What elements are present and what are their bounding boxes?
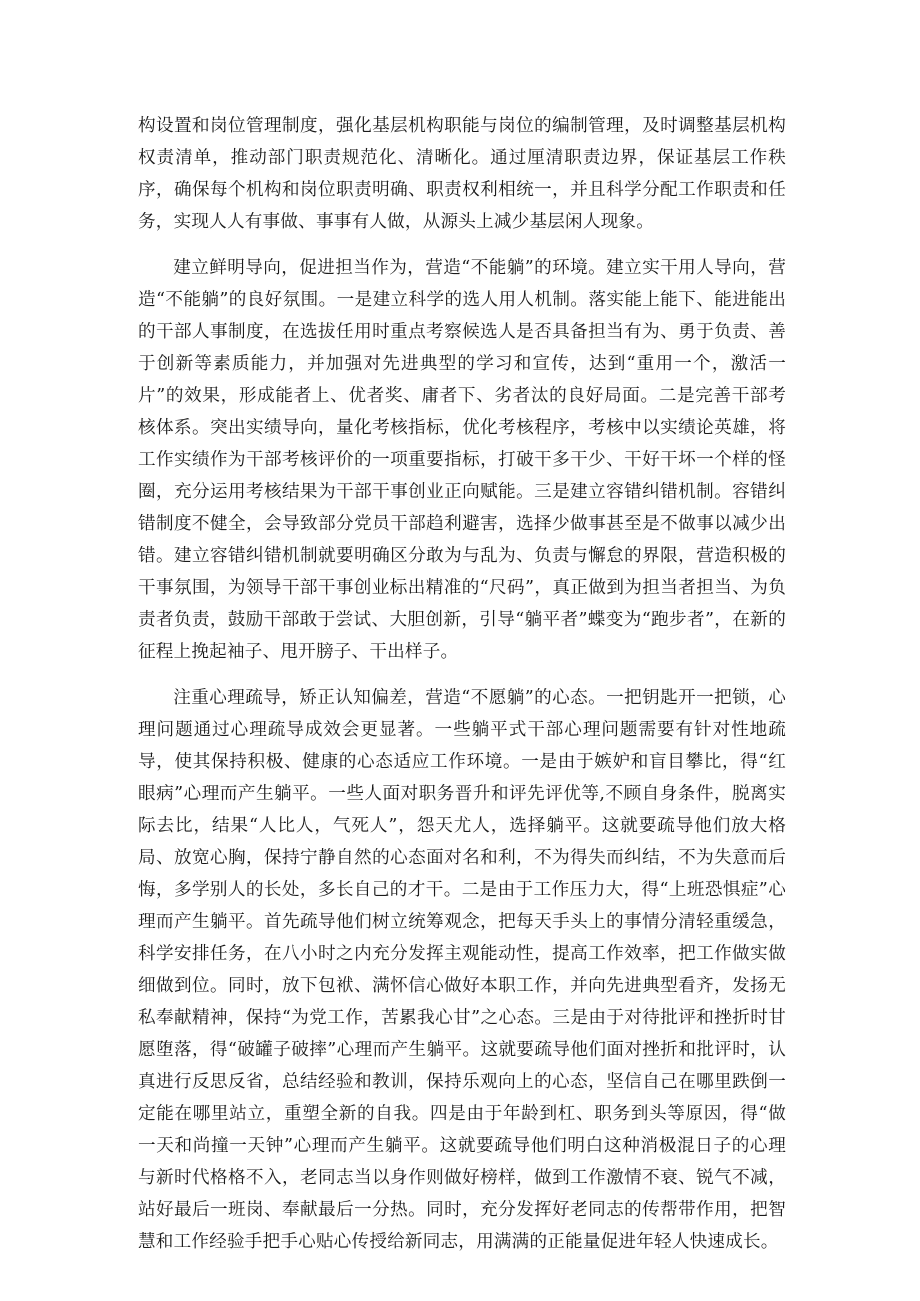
paragraph-psychological-guidance: 注重心理疏导，矫正认知偏差，营造“不愿躺”的心态。一把钥匙开一把锁，心理问题通过心理疏导成效会更显著。一些躺平式干部心理问题需要有针对性地疏导，使其保持积极、健康的心态适应工作环境。一是由于嫉妒和盲目攀比，得“红眼病”心理而产生躺平。一些人面对职务晋升和评先评优等,不顾自身条件，脱离实际去比，结果“人比人，气死人”，怨天尤人，选择躺平。这就要疏导他们放大格局、放宽心胸，保持宁静自然的心态面对名和利，不为得失而纠结，不为失意而后悔，多学别人的长处，多长自己的才干。二是由于工作压力大，得“上班恐惧症”心理而产生躺平。首先疏导他们树立统筹观念，把每天手头上的事情分清轻重缓急，科学安排任务，在八小时之内充分发挥主观能动性，提高工作效率，把工作做实做细做到位。同时，放下包袱、满怀信心做好本职工作，并向先进典型看齐，发扬无私奉献精神，保持“为党工作，苦累我心甘”之心态。三是由于对待批评和挫折时甘愿堕落，得“破罐子破摔”心理而产生躺平。这就要疏导他们面对挫折和批评时，认真进行反思反省，总结经验和教训，保持乐观向上的心态，坚信自己在哪里跌倒一定能在哪里站立，重塑全新的自我。四是由于年龄到杠、职务到头等原因，得“做一天和尚撞一天钟”心理而产生躺平。这就要疏导他们明白这种消极混日子的心理与新时代格格不入，老同志当以身作则做好榜样，做到工作激情不衰、锐气不减，站好最后一班岗、奉献最后一分热。同时，充分发挥好老同志的传帮带作用，把智慧和工作经验手把手心贴心传授给新同志，用满满的正能量促进年轻人快速成长。	[138, 688, 786, 1252]
paragraph-clear-orientation: 建立鲜明导向，促进担当作为，营造“不能躺”的环境。建立实干用人导向，营造“不能躺”的良好氛围。一是建立科学的选人用人机制。落实能上能下、能进能出的干部人事制度，在选拔任用时重点考察候选人是否具备担当有为、勇于负责、善于创新等素质能力，并加强对先进典型的学习和宣传，达到“重用一个，激活一片”的效果，形成能者上、优者奖、庸者下、劣者汰的良好局面。二是完善干部考核体系。突出实绩导向，量化考核指标，优化考核程序，考核中以实绩论英雄，将工作实绩作为干部考核评价的一项重要指标，打破干多干少、干好干坏一个样的怪圈，充分运用考核结果为干部干事创业正向赋能。三是建立容错纠错机制。容错纠错制度不健全，会导致部分党员干部趋利避害，选择少做事甚至是不做事以减少出错。建立容错纠错机制就要明确区分敢为与乱为、负责与懈怠的界限，营造积极的干事氛围，为领导干部干事创业标出精准的“尺码”，真正做到为担当者担当、为负责者负责，鼓励干部敢于尝试、大胆创新，引导“躺平者”蝶变为“跑步者”，在新的征程上挽起袖子、甩开膀子、干出样子。	[138, 258, 786, 662]
paragraph-continued-institution-setup: 构设置和岗位管理制度，强化基层机构职能与岗位的编制管理，及时调整基层机构权责清单，推动部门职责规范化、清晰化。通过厘清职责边界，保证基层工作秩序，确保每个机构和岗位职责明确、职责权利相统一，并且科学分配工作职责和任务，实现人人有事做、事事有人做，从源头上减少基层闲人现象。	[138, 116, 786, 232]
document-body	[138, 110, 786, 1258]
